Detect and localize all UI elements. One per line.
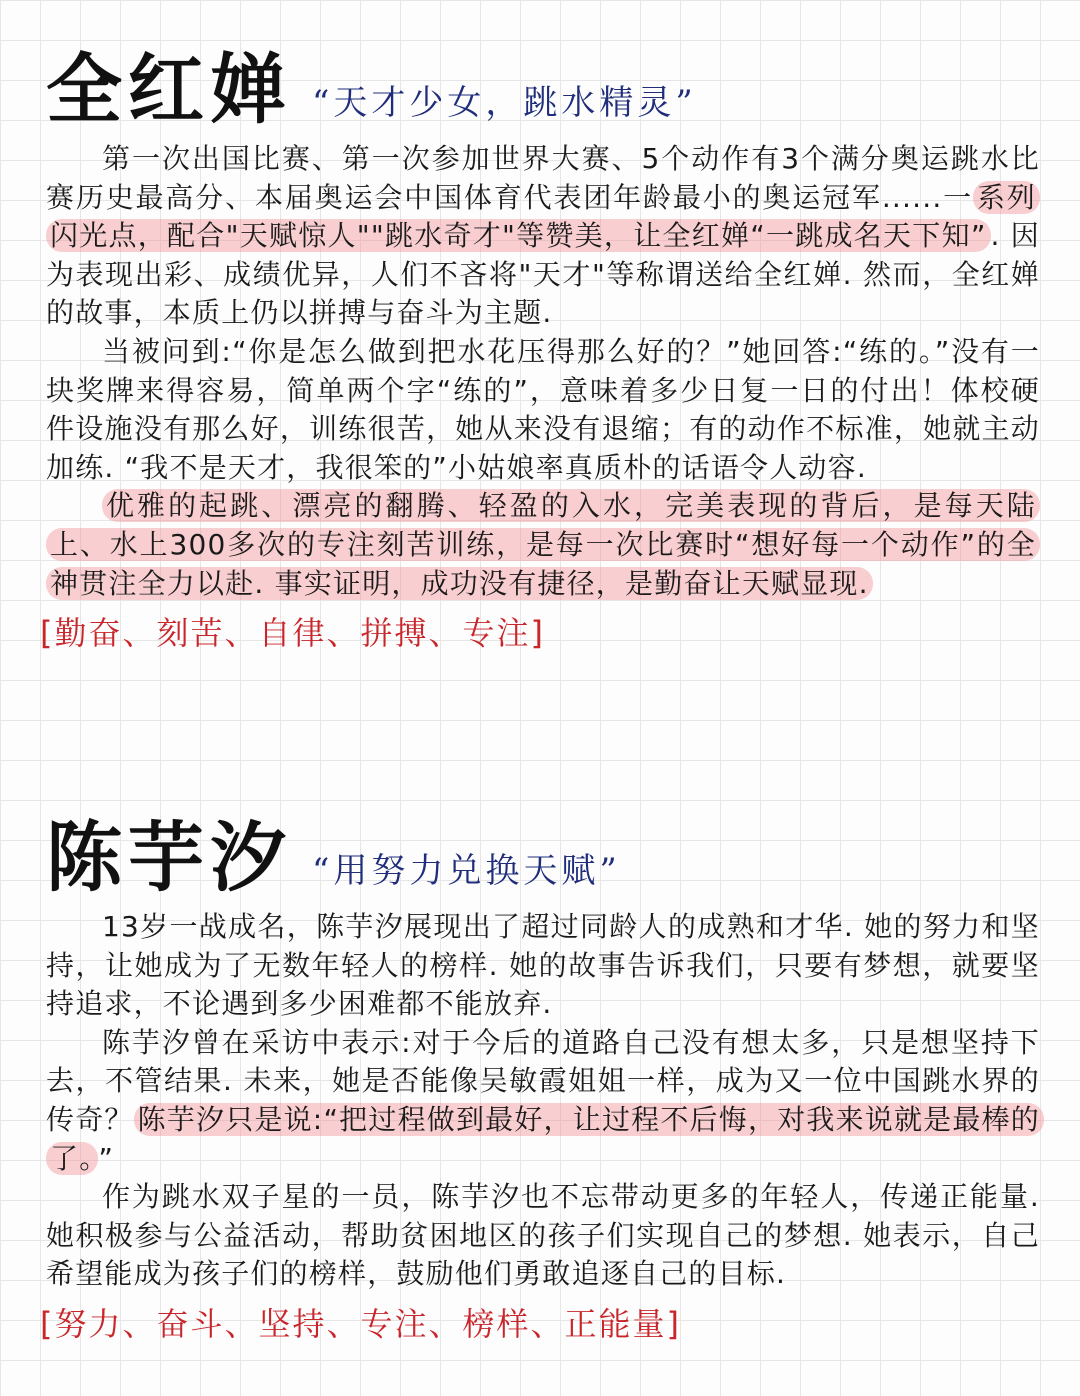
keyword-tags: [努力、奋斗、坚持、专注、榜样、正能量] <box>40 1304 681 1343</box>
paragraph-3 <box>0 487 1080 603</box>
athlete-motto: “用努力兑换天赋” <box>312 851 621 891</box>
athlete-name: 全红婵 <box>46 45 292 134</box>
section-chen-yuxi <box>0 808 1080 1354</box>
paragraph-3: 作为跳水双子星的一员，陈芋汐也不忘带动更多的年轻人，传递正能量. 她积极参与公益活动，帮助贫困地区的孩子们实现自己的梦想. 她表示，自己希望能成为孩子们的榜样，鼓励他们勇敢追逐自己的目标. <box>46 1180 1040 1291</box>
section-header <box>0 808 1080 908</box>
athlete-name: 陈芋汐 <box>46 813 292 902</box>
highlighted-text: 系列闪光点，配合"天赋惊人""跳水奇才"等赞美，让全红婵“一跳成名天下知” <box>46 181 1040 253</box>
section-quan-hongchan <box>0 40 1080 663</box>
paragraph-1: 13岁一战成名，陈芋汐展现出了超过同龄人的成熟和才华. 她的努力和坚持，让她成为了无数年轻人的榜样. 她的故事告诉我们，只要有梦想，就要坚持追求，不论遇到多少困难都不能放弃. <box>46 910 1040 1021</box>
paragraph-2: 当被问到:“你是怎么做到把水花压得那么好的？”她回答:“练的。”没有一块奖牌来得容易，简单两个字“练的”，意味着多少日复一日的付出！体校硬件设施没有那么好，训练很苦，她从来没有退缩；有的动作不标准，她就主动加练. “我不是天才，我很笨的”小姑娘率真质朴的话语令人动容. <box>46 334 1040 484</box>
highlighted-text: 优雅的起跳、漂亮的翻腾、轻盈的入水，完美表现的背后，是每天陆上、水上300多次的专注刻苦训练，是每一次比赛时“想好每一个动作”的全神贯注全力以赴. 事实证明，成功没有捷径，是勤奋让天赋显现. <box>46 489 1040 599</box>
paragraph-text: 陈芋汐曾在采访中表示:对于今后的道路自己没有想太多，只是想坚持下去，不管结果. 未来，她是否能像吴敏霞姐姐一样，成为又一位中国跳水界的传奇？ <box>46 1025 1040 1136</box>
paragraph-2 <box>0 1024 1080 1178</box>
keyword-tags: [勤奋、刻苦、自律、拼搏、专注] <box>40 614 545 653</box>
paragraph-text: 第一次出国比赛、第一次参加世界大赛、5个动作有3个满分奥运跳水比赛历史最高分、本届奥运会中国体育代表团年龄最小的奥运冠军......一 <box>46 142 1040 214</box>
paragraph-1 <box>0 140 1080 333</box>
paragraph-text: . 因为表现出彩、成绩优异，人们不吝将"天才"等称谓送给全红婵. 然而，全红婵的故事，本质上仍以拼搏与奋斗为主题. <box>46 219 1041 330</box>
paragraph-text: ” <box>98 1141 115 1175</box>
highlighted-text: 陈芋汐只是说:“把过程做到最好，让过程不后悔，对我来说就是最棒的了。 <box>46 1103 1044 1175</box>
athlete-motto: “天才少女，跳水精灵” <box>312 83 697 123</box>
section-header <box>0 40 1080 140</box>
